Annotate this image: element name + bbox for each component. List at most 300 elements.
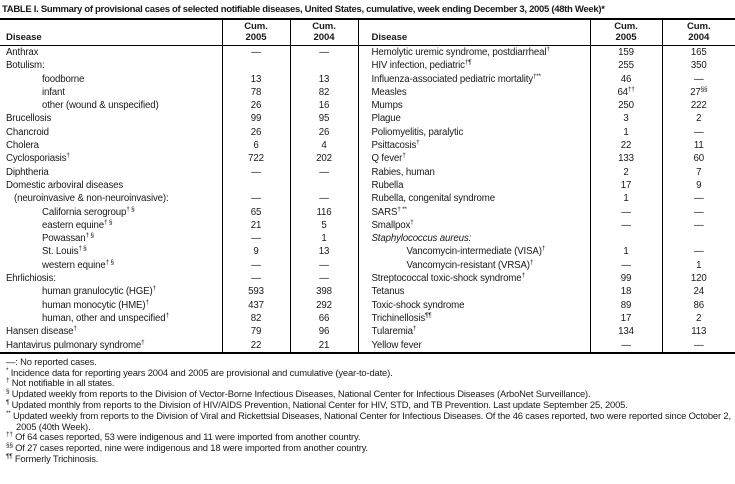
disease-name: Streptococcal toxic-shock syndrome — [371, 273, 522, 285]
value-cell — [590, 192, 662, 205]
table-row — [0, 312, 735, 325]
case-count: — — [251, 233, 261, 245]
case-count: 99 — [250, 113, 262, 125]
disease-name: Tetanus — [371, 286, 405, 298]
table-row — [0, 99, 735, 112]
table-row — [0, 259, 735, 272]
footnote-text: Of 64 cases reported, 53 were indigenous and 11 were imported from another country. — [15, 431, 361, 443]
disease-label — [358, 139, 590, 152]
value-cell — [662, 112, 735, 125]
case-count: 2 — [696, 113, 702, 125]
year-label: 2005 — [615, 31, 637, 43]
case-count: 116 — [316, 206, 332, 218]
disease-label — [0, 152, 222, 165]
value-cell — [290, 245, 358, 258]
disease-name: Powassan — [42, 233, 86, 245]
case-count: 17 — [620, 179, 632, 191]
table-title: TABLE I. Summary of provisional cases of selected notifiable diseases, United States, cumulative, week ending December 3, 2005 (48th Week)* — [2, 4, 605, 15]
value-cell — [662, 325, 735, 338]
case-count: 5 — [321, 219, 327, 231]
value-cell — [590, 99, 662, 112]
value-cell — [222, 112, 290, 125]
disease-label — [0, 325, 222, 338]
disease-label — [358, 179, 590, 192]
footnote-reference: † — [529, 258, 534, 266]
case-count: 250 — [618, 100, 634, 112]
case-count: 79 — [250, 326, 262, 338]
case-count: — — [319, 166, 329, 178]
case-count: 99 — [620, 273, 632, 285]
cum-label: Cum. — [312, 21, 336, 32]
case-count: 16 — [318, 100, 330, 112]
case-count: 9 — [696, 179, 702, 191]
disease-label — [358, 112, 590, 125]
case-count: 26 — [250, 100, 262, 112]
disease-name: Psittacosis — [371, 140, 417, 152]
footnote-reference: †** — [532, 72, 541, 80]
table-row — [0, 166, 735, 179]
value-cell — [290, 46, 358, 60]
value-cell — [590, 179, 662, 192]
table-row — [0, 86, 735, 99]
value-cell — [222, 232, 290, 245]
year-label: 2004 — [313, 31, 335, 43]
disease-label — [0, 245, 222, 258]
value-cell — [222, 166, 290, 179]
value-cell — [222, 192, 290, 205]
value-cell — [662, 73, 735, 86]
disease-label — [0, 206, 222, 219]
value-cell — [662, 245, 735, 258]
value-cell — [590, 299, 662, 312]
header-row — [0, 19, 735, 46]
table-row — [0, 245, 735, 258]
footnote-reference: †† — [627, 85, 635, 93]
disease-name: Staphylococcus aureus: — [371, 233, 472, 245]
table-row — [0, 152, 735, 165]
disease-name: Influenza-associated pediatric mortality — [371, 73, 533, 85]
value-cell — [290, 152, 358, 165]
disease-label — [358, 46, 590, 60]
year-label: 2004 — [688, 31, 710, 43]
table-row — [0, 192, 735, 205]
value-cell — [662, 299, 735, 312]
value-cell — [590, 259, 662, 272]
disease-label — [358, 245, 590, 258]
case-count: 66 — [318, 312, 330, 324]
value-cell — [290, 339, 358, 353]
value-cell — [222, 206, 290, 219]
case-count: — — [693, 206, 704, 218]
disease-label — [0, 126, 222, 139]
disease-label — [0, 272, 222, 285]
footnote-marker: † — [6, 377, 10, 385]
header-cum-2005-right — [590, 19, 662, 46]
disease-name: Rubella, congenital syndrome — [371, 193, 495, 205]
value-cell — [590, 59, 662, 72]
disease-name: infant — [42, 86, 65, 98]
disease-label — [358, 166, 590, 179]
case-count: 46 — [620, 73, 632, 85]
case-count: 78 — [250, 86, 262, 98]
value-cell — [222, 152, 290, 165]
case-count: — — [621, 259, 631, 271]
case-count: 120 — [690, 273, 707, 285]
value-cell — [290, 272, 358, 285]
case-count: 1 — [623, 126, 629, 138]
disease-name: human, other and unspecified — [42, 312, 166, 324]
disease-name: California serogroup — [42, 206, 127, 218]
value-cell — [662, 59, 735, 72]
footnote-reference: † — [521, 272, 525, 279]
value-cell — [590, 285, 662, 298]
value-cell — [590, 139, 662, 152]
footnote-reference: † § — [126, 205, 135, 213]
footnote-marker: § — [6, 388, 10, 396]
footnote-marker: ** — [6, 409, 11, 417]
disease-label — [0, 59, 222, 72]
table-row — [0, 219, 735, 232]
case-count: — — [693, 126, 704, 138]
table-row — [0, 112, 735, 125]
case-count: — — [251, 166, 261, 178]
value-cell — [662, 272, 735, 285]
footnote-text: Updated weekly from reports to the Division of Viral and Rickettsial Diseases, National Center for Infectious Diseases. Of the 46 cases reported, two were reported since October 2, 2005 (40th Week). — [12, 409, 731, 432]
footnote-reference: † — [412, 325, 417, 332]
disease-label — [358, 339, 590, 353]
table-row — [0, 285, 735, 298]
disease-name: Domestic arboviral diseases — [6, 179, 124, 191]
header-disease-left: Disease — [0, 19, 222, 46]
value-cell — [290, 112, 358, 125]
value-cell — [222, 259, 290, 272]
footnote-marker: ¶ — [6, 398, 10, 406]
value-cell — [662, 99, 735, 112]
case-count: 133 — [618, 153, 634, 165]
case-count: 27 — [690, 86, 701, 98]
case-count: 255 — [618, 60, 634, 72]
disease-name: Toxic-shock syndrome — [371, 299, 465, 311]
case-count: 159 — [618, 47, 634, 58]
disease-label — [358, 325, 590, 338]
disease-name: HIV infection, pediatric — [371, 60, 465, 72]
value-cell — [662, 259, 735, 272]
case-count: 7 — [696, 166, 702, 178]
footnote-text: No reported cases. — [20, 355, 97, 367]
case-count: 1 — [696, 259, 702, 271]
case-count: 1 — [623, 193, 629, 205]
value-cell — [290, 99, 358, 112]
footnote-reference: † — [66, 152, 70, 160]
disease-label — [0, 112, 222, 125]
disease-name: Botulism: — [6, 60, 45, 72]
case-count: 437 — [248, 299, 264, 311]
value-cell — [662, 206, 735, 219]
case-count: 17 — [620, 312, 632, 324]
table-row — [0, 126, 735, 139]
disease-name: western equine — [42, 259, 106, 271]
case-count: — — [621, 219, 631, 231]
disease-name: Hemolytic uremic syndrome, postdiarrheal — [371, 47, 547, 58]
footnotes — [0, 354, 735, 465]
disease-label — [358, 86, 590, 99]
disease-label — [358, 126, 590, 139]
disease-label — [0, 259, 222, 272]
table-row — [0, 179, 735, 192]
case-count: — — [319, 259, 329, 271]
footnote-marker: §§ — [6, 442, 13, 450]
disease-name: Poliomyelitis, paralytic — [371, 126, 464, 138]
value-cell — [290, 179, 358, 192]
disease-name: other (wound & unspecified) — [42, 100, 159, 112]
disease-name: Measles — [371, 86, 407, 98]
footnote-marker: —: — [6, 355, 18, 367]
disease-label — [0, 219, 222, 232]
disease-name: Trichinellosis — [371, 312, 426, 324]
footnote-reference: † § — [85, 232, 94, 239]
case-count: 1 — [623, 246, 629, 258]
footnote — [3, 443, 733, 454]
value-cell — [290, 325, 358, 338]
disease-label — [358, 299, 590, 312]
disease-name: Smallpox — [371, 219, 411, 231]
disease-name: Q fever — [371, 153, 403, 165]
footnote-reference: † — [402, 152, 406, 160]
case-count: 22 — [620, 140, 632, 152]
value-cell — [290, 232, 358, 245]
disease-name: (neuroinvasive & non-neuroinvasive): — [14, 193, 169, 205]
footnote-reference: † § — [78, 245, 87, 253]
value-cell — [662, 312, 735, 325]
value-cell — [662, 339, 735, 353]
value-cell — [590, 312, 662, 325]
value-cell — [222, 126, 290, 139]
footnote-text: Not notifiable in all states. — [11, 377, 115, 389]
case-count: 26 — [250, 126, 262, 138]
notifiable-diseases-table — [0, 18, 735, 354]
value-cell — [590, 112, 662, 125]
case-count: 292 — [316, 299, 332, 311]
case-count: 64 — [617, 86, 628, 98]
disease-name: Yellow fever — [371, 339, 422, 351]
value-cell — [290, 73, 358, 86]
value-cell — [290, 192, 358, 205]
value-cell — [290, 206, 358, 219]
footnote-reference: † — [152, 285, 156, 293]
disease-label — [358, 272, 590, 285]
disease-label — [358, 259, 590, 272]
table-row — [0, 139, 735, 152]
disease-name: Ehrlichiosis: — [6, 273, 56, 285]
case-count: 89 — [620, 299, 632, 311]
table-row — [0, 272, 735, 285]
case-count: 9 — [253, 246, 259, 258]
footnote-reference: † — [73, 325, 77, 332]
footnote-reference: † — [541, 245, 546, 253]
disease-label — [358, 312, 590, 325]
case-count: — — [319, 193, 329, 205]
value-cell — [222, 325, 290, 338]
header-cum-2004-left — [290, 19, 358, 46]
footnote-text: Formerly Trichinosis. — [14, 453, 99, 464]
footnote-reference: † — [165, 311, 169, 319]
year-label: 2005 — [245, 31, 267, 43]
value-cell — [662, 152, 735, 165]
case-count: 6 — [253, 140, 259, 152]
table-row — [0, 46, 735, 60]
disease-label — [0, 179, 222, 192]
footnote-reference: † — [416, 139, 420, 146]
value-cell — [222, 73, 290, 86]
case-count: 2 — [696, 312, 702, 324]
case-count: 24 — [693, 286, 704, 298]
footnote-reference: §§ — [700, 85, 708, 93]
value-cell — [222, 285, 290, 298]
disease-name: Hantavirus pulmonary syndrome — [6, 339, 142, 351]
value-cell — [222, 245, 290, 258]
case-count: 13 — [318, 246, 330, 258]
footnote-text: Updated monthly from reports to the Division of HIV/AIDS Prevention, National Center for HIV, STD, and TB Prevention. Last update September 25, 2005. — [11, 399, 628, 411]
case-count: 222 — [690, 100, 707, 112]
case-count: 13 — [250, 73, 262, 85]
value-cell — [290, 259, 358, 272]
table-row — [0, 325, 735, 338]
footnote-marker: ¶¶ — [6, 452, 13, 460]
disease-label — [0, 99, 222, 112]
cum-label: Cum. — [244, 21, 268, 32]
table-row — [0, 206, 735, 219]
table-row — [0, 59, 735, 72]
disease-label — [358, 232, 590, 245]
disease-name: Chancroid — [6, 126, 49, 138]
value-cell — [290, 86, 358, 99]
table-row — [0, 339, 735, 353]
value-cell — [290, 59, 358, 72]
case-count: — — [621, 339, 631, 351]
footnote-reference: † § — [104, 218, 113, 226]
disease-name: Rabies, human — [371, 166, 435, 178]
value-cell — [222, 299, 290, 312]
value-cell — [222, 219, 290, 232]
case-count: 722 — [248, 153, 264, 165]
case-count: 13 — [318, 73, 330, 85]
value-cell — [290, 219, 358, 232]
footnote-text: Incidence data for reporting years 2004 and 2005 are provisional and cumulative (year-to-date). — [10, 366, 393, 378]
case-count: — — [251, 259, 261, 271]
value-cell — [222, 99, 290, 112]
value-cell — [662, 166, 735, 179]
disease-name: Rubella — [371, 179, 404, 191]
case-count: 202 — [316, 153, 332, 165]
value-cell — [290, 139, 358, 152]
value-cell — [222, 46, 290, 60]
footnote-reference: † § — [105, 258, 114, 266]
case-count: 113 — [691, 326, 707, 338]
case-count: 26 — [318, 126, 330, 138]
disease-label — [358, 285, 590, 298]
value-cell — [290, 126, 358, 139]
case-count: — — [319, 273, 329, 285]
disease-label — [0, 285, 222, 298]
disease-name: eastern equine — [42, 219, 104, 231]
value-cell — [290, 299, 358, 312]
disease-label — [358, 59, 590, 72]
footnote-text: Of 27 cases reported, nine were indigenous and 18 were imported from another country. — [15, 442, 369, 454]
table-row — [0, 232, 735, 245]
disease-label — [0, 86, 222, 99]
case-count: 350 — [690, 60, 707, 72]
disease-label — [0, 46, 222, 60]
disease-label — [358, 99, 590, 112]
footnote-reference: † — [141, 338, 145, 346]
footnote — [3, 454, 733, 465]
value-cell — [222, 59, 290, 72]
case-count: 95 — [318, 113, 330, 125]
disease-name: Brucellosis — [6, 113, 52, 125]
case-count: 3 — [623, 113, 629, 125]
value-cell — [222, 179, 290, 192]
case-count: 134 — [618, 326, 634, 338]
disease-name: SARS — [371, 206, 398, 218]
value-cell — [662, 139, 735, 152]
case-count: — — [319, 47, 329, 58]
value-cell — [662, 285, 735, 298]
case-count: — — [251, 47, 261, 58]
case-count: — — [693, 193, 704, 205]
value-cell — [662, 179, 735, 192]
case-count: 96 — [318, 326, 330, 338]
case-count: — — [251, 193, 261, 205]
case-count: 21 — [318, 339, 330, 351]
cum-label: Cum. — [686, 21, 711, 32]
case-count: 65 — [250, 206, 262, 218]
footnote-text: Updated weekly from reports to the Division of Vector-Borne Infectious Diseases, National Center for Infectious Diseases (ArboNet Surveillance). — [11, 388, 591, 400]
disease-name: Diphtheria — [6, 166, 49, 178]
value-cell — [222, 272, 290, 285]
footnote-marker: †† — [6, 431, 13, 439]
disease-name: Cholera — [6, 140, 39, 152]
disease-name: Plague — [371, 113, 401, 125]
case-count: — — [693, 246, 704, 258]
value-cell — [662, 86, 735, 99]
disease-label — [0, 312, 222, 325]
value-cell — [590, 245, 662, 258]
disease-name: human monocytic (HME) — [42, 299, 146, 311]
value-cell — [590, 232, 662, 245]
value-cell — [290, 285, 358, 298]
case-count: 593 — [248, 286, 264, 298]
disease-label — [0, 166, 222, 179]
disease-name: Tularemia — [371, 326, 413, 338]
disease-label — [0, 232, 222, 245]
value-cell — [590, 166, 662, 179]
value-cell — [590, 86, 662, 99]
case-count: 1 — [321, 233, 327, 245]
value-cell — [590, 46, 662, 60]
cum-label: Cum. — [614, 21, 638, 32]
value-cell — [590, 339, 662, 353]
table-body — [0, 46, 735, 353]
disease-label — [358, 152, 590, 165]
value-cell — [662, 126, 735, 139]
disease-label — [0, 192, 222, 205]
footnote-reference: † — [546, 45, 550, 53]
value-cell — [590, 73, 662, 86]
value-cell — [662, 232, 735, 245]
disease-name: Mumps — [371, 100, 403, 112]
header-cum-2005-left — [222, 19, 290, 46]
table-header — [0, 19, 735, 46]
